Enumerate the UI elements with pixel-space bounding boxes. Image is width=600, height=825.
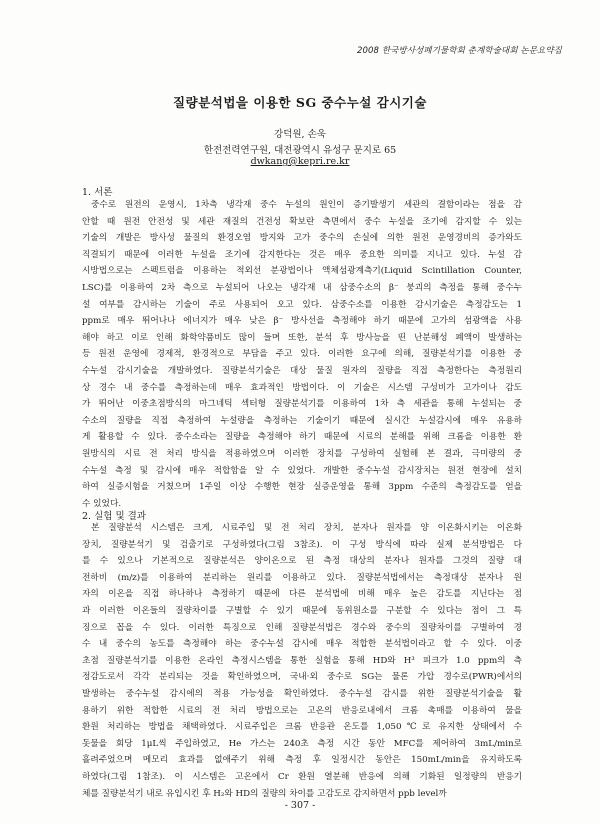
introduction-paragraph [82,197,522,512]
text-line: 수소의 질량을 직접 측정하여 누설량을 측정하는 기술이기 때문에 실시간 누설감시에 매우 유용하 [82,415,522,426]
proceedings-header: 2008 한국방사성폐기물학회 춘계학술대회 논문요약집 [357,46,562,56]
text-line: 환원 처리하는 방법을 채택하였다. 시료주입은 크롬 반응관 온도를 1,050℃로 유지한 상태에서 수 [82,722,522,733]
text-line: 수 내 중수의 농도를 측정해야 하는 중수누설 감시에 매우 적합한 분석법이라고 할 수 있다. 이중 [82,639,522,650]
email-link[interactable]: dwkang@kepri.re.kr [250,156,350,167]
text-line: 시방법으로는 스펙트럼을 이용하는 적외선 분광법이나 액체섬광계측기(Liquid Scintillation Counter, [82,266,522,277]
text-line: 등 원전 운영에 경제적, 환경적으로 부담을 주고 있다. 이러한 요구에 의해, 질량분석기를 이용한 중 [82,349,522,360]
text-line: 본 질량분석 시스템은 크게, 시료주입 및 전 처리 장치, 분자나 원자를 양 이온화시키는 이온화 [91,523,522,533]
text-line: 자의 이온을 직접 하나하나 측정하기 때문에 다른 분석법에 비해 매우 높은 감도를 지닌다는 점 [82,589,522,600]
text-line: 하였다(그림 1참조). 이 시스템은 고온에서 Cr 환원 열분해 반응에 의해 기화된 일정량의 반응기 [82,771,522,782]
text-line: 정감도로서 각각 분리되는 것을 확인하였으며, 국내·외 중수로 SG는 물론 가압 경수로(PWR)에서의 [82,672,522,683]
text-line: 게 활용할 수 있다. 중수소라는 질량을 측정해야 하기 때문에 시료의 분해를 위해 크롬을 이용한 환 [82,432,522,443]
text-line: 설 여부를 감시하는 기술이 주로 사용되어 오고 있다. 삼중수소를 이용한 감시기술은 측정감도는 1 [82,299,522,310]
experiment-paragraph [82,520,522,802]
text-line: 가 뛰어난 이중초점방식의 마그네틱 섹터형 질량분석기를 이용하여 1차 측 세관을 통해 누설되는 중 [82,399,522,410]
text-line: 수 있었다. [82,498,122,509]
text-line: 원방식의 시료 전 처리 방식을 적용하였으며 이러한 장치를 구성하여 실험해 본 결과, 극미량의 중 [82,448,522,459]
text-line: 장치, 질량분석기 및 검출기로 구성하였다(그림 3참조). 이 구성 방식에 따라 실제 분석방법은 다 [82,539,522,550]
text-line: 과 이러한 이온들의 질량차이를 구별할 수 있기 때문에 동위원소를 구분할 수 있다는 점이 그 특 [82,605,522,616]
text-line: 안할 때 원전 안전성 및 세관 재질의 건전성 확보란 측면에서 중수 누설을 조기에 감지할 수 있는 [82,216,522,227]
section-heading-introduction: 1. 서론 [82,187,113,198]
text-line: 를 수 있으나 기본적으로 질량분석은 양이온으로 된 측정 대상의 분자나 원자를 그것의 질량 대 [82,556,522,567]
text-line: ppm로 매우 뛰어나나 에너지가 매우 낮은 β⁻ 방사선을 측정해야 하기 때문에 고가의 섬광액을 사용 [82,316,522,327]
text-line: 돗물을 회당 1μL씩 주입하였고, He 가스는 240초 측정 시간 동안 MFC를 제어하여 3mL/min로 [82,738,522,749]
text-line: LSC)를 이용하여 2차 측으로 누설되어 나오는 냉각재 내 삼중수소의 β⁻ 붕괴의 측정을 통해 중수누 [82,282,522,293]
text-line: 하여 실증시험을 거쳤으며 1주일 이상 수행한 현장 실증운영을 통해 3ppm 수준의 측정감도를 얻을 [82,482,522,493]
text-line: 중수로 원전의 운영시, 1차측 냉각재 중수 누설의 원인이 증기발생기 세관의 결함이라는 점을 감 [91,200,522,210]
paper-title: 질량분석법을 이용한 SG 중수누설 감시기술 [173,95,427,110]
section-heading-experiment: 2. 실험 및 결과 [82,511,147,522]
text-line: 수누설 측정 및 감시에 매우 적합함을 알 수 있었다. 개발한 중수누설 감시장치는 원전 현장에 설치 [82,465,522,476]
text-line: 수누설 감시기술을 개발하였다. 질량분석기술은 대상 물질 원자의 질량을 직접 측정한다는 측정원리 [82,365,522,376]
text-line: 해야 하고 이로 인해 화학약품비도 많이 들며 또한, 분석 후 방사능을 띤 난분해성 폐액이 발생하는 [82,332,522,343]
text-line: 발생하는 중수누설 감시에의 적용 가능성을 확인하였다. 중수누설 감시를 위한 질량분석기술을 활 [82,688,522,699]
text-line: 용하기 위한 적합한 시료의 전 처리 방법으로는 고온의 반응로내에서 크롬 촉매를 이용하여 물을 [82,705,522,716]
author-affiliation: 한전전력연구원, 대전광역시 유성구 문지로 65 [203,145,397,156]
text-line: 체를 질량분석기 내로 유입시킨 후 H₂와 HD의 질량의 차이를 고감도로 감지하면서 ppb level까 [82,788,447,799]
page-number: - 307 - [284,800,316,811]
text-line: 상 경수 내 중수를 측정하는데 매우 효과적인 방법이다. 이 기술은 시스템 구성비가 고가이나 감도 [82,382,522,393]
text-line: 기술의 개발은 방사성 물질의 환경오염 방지와 고가 중수의 손실에 의한 원전 운영경비의 증가와도 [82,233,522,244]
text-line: 전하비 (m/z)를 이용하여 분리하는 원리를 이용하고 있다. 질량분석법에서는 측정대상 분자나 원 [82,572,522,583]
text-line: 흘려주었으며 메모리 효과를 없애주기 위해 측정 후 일정시간 동안은 150mL/min을 유지하도록 [82,755,522,766]
text-line: 직결되기 때문에 이러한 누설을 조기에 감지한다는 것은 매우 중요한 의미를 지니고 있다. 누설 감 [82,249,522,260]
author-list: 강덕원, 손욱 [274,129,326,140]
author-email [0,156,600,167]
text-line: 징으로 꼽을 수 있다. 이러한 특징으로 인해 질량분석법은 경수와 중수의 질량차이를 구별하여 경 [82,622,522,633]
text-line: 초점 질량분석기를 이용한 온라인 측정시스템을 통한 실험을 통해 HD와 H³ 피크가 1.0 ppm의 측 [82,655,522,666]
